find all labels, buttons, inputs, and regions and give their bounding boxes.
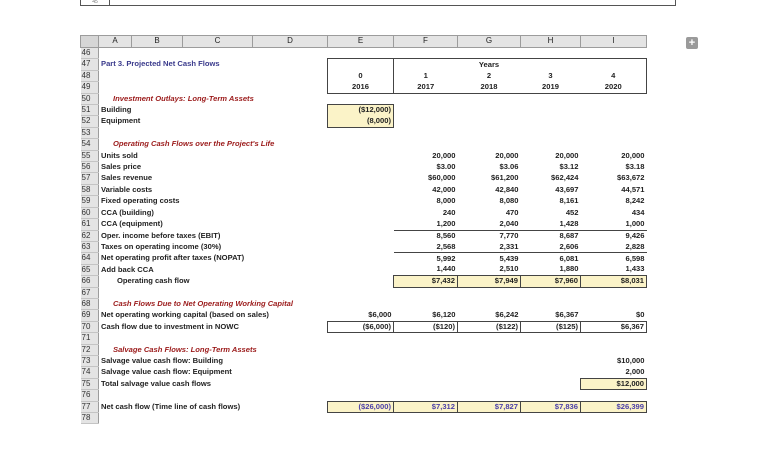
period-0[interactable]: 0	[328, 70, 394, 81]
sales-price-value[interactable]: $3.12	[559, 162, 579, 172]
fixed-costs-label[interactable]: Fixed operating costs	[101, 196, 180, 206]
nowc-cf-label[interactable]: Cash flow due to investment in NOWC	[101, 321, 239, 331]
row-header-65[interactable]: 65	[81, 264, 99, 275]
taxes-value[interactable]: 2,828	[581, 241, 647, 252]
units-sold-value[interactable]: 20,000	[621, 150, 645, 160]
nowc-value[interactable]: $6,367	[555, 310, 579, 320]
row-75	[81, 378, 647, 389]
fixed-costs-value[interactable]: 8,161	[559, 196, 579, 206]
salvage-building-label[interactable]: Salvage value cash flow: Building	[101, 355, 223, 365]
period-4[interactable]: 4	[581, 70, 647, 81]
row-70	[81, 321, 647, 332]
row-47	[81, 59, 647, 70]
operating-cf-value[interactable]: $8,031	[581, 276, 647, 287]
row-78	[81, 413, 647, 424]
cca-building-value[interactable]: 470	[505, 207, 519, 217]
fixed-costs-value[interactable]: 8,080	[499, 196, 519, 206]
nowc-section-title[interactable]: Cash Flows Due to Net Operating Working Capital	[113, 298, 294, 308]
operating-section-title[interactable]: Operating Cash Flows over the Project's Life	[113, 139, 275, 149]
nowc-value[interactable]: $6,000	[368, 310, 392, 320]
row-header-75[interactable]: 75	[81, 378, 99, 389]
row-62	[81, 230, 647, 241]
period-3[interactable]: 3	[548, 70, 553, 80]
empty-cell[interactable]	[99, 82, 328, 93]
years-label[interactable]: Years	[458, 59, 521, 70]
ebit-value[interactable]: 9,426	[625, 230, 645, 240]
sales-revenue-value[interactable]: $60,000	[428, 173, 456, 183]
cell-i47[interactable]	[581, 59, 647, 70]
row-header-60[interactable]: 60	[81, 207, 99, 218]
column-header-g[interactable]: G	[458, 36, 521, 48]
row-57	[81, 173, 647, 184]
cca-equipment-value[interactable]: 1,200	[394, 219, 458, 230]
row-54	[81, 139, 647, 150]
row-46	[81, 48, 647, 59]
ebit-value[interactable]: 8,560	[436, 230, 456, 240]
sales-price-value[interactable]: $3.00	[436, 162, 456, 172]
year-2020[interactable]: 2020	[581, 82, 647, 93]
row-65	[81, 264, 647, 275]
net-cash-flow-value[interactable]: $26,399	[581, 401, 647, 412]
row-header-59[interactable]: 59	[81, 196, 99, 207]
column-header-b[interactable]: B	[132, 36, 183, 48]
sales-revenue-value[interactable]: $61,200	[491, 173, 519, 183]
column-header-c[interactable]: C	[183, 36, 253, 48]
row-header-76[interactable]: 76	[81, 390, 99, 401]
row-header-58[interactable]: 58	[81, 184, 99, 195]
nowc-label[interactable]: Net operating working capital (based on sales)	[101, 310, 269, 320]
empty-cell[interactable]	[99, 70, 328, 81]
investment-section-title[interactable]: Investment Outlays: Long-Term Assets	[113, 93, 254, 103]
row-77	[81, 401, 647, 412]
nopat-value[interactable]: 6,081	[559, 253, 579, 263]
add-back-cca-label[interactable]: Add back CCA	[101, 264, 154, 274]
row-header-50[interactable]: 50	[81, 93, 99, 104]
empty-cell[interactable]	[99, 413, 647, 424]
sales-revenue-label[interactable]: Sales revenue	[101, 173, 153, 183]
row-67	[81, 287, 647, 298]
nowc-cf-value[interactable]: ($120)	[394, 321, 458, 332]
nopat-label[interactable]: Net operating profit after taxes (NOPAT)	[101, 253, 245, 263]
salvage-total-label[interactable]: Total salvage value cash flows	[101, 378, 212, 388]
operating-cf-value[interactable]: $7,960	[521, 276, 581, 287]
row-50	[81, 93, 647, 104]
row-header-62[interactable]: 62	[81, 230, 99, 241]
nowc-cf-value[interactable]: ($6,000)	[328, 321, 394, 332]
row-header-66[interactable]: 66	[81, 276, 99, 287]
ebit-value[interactable]: 7,770	[499, 230, 519, 240]
operating-cf-value[interactable]: $7,949	[458, 276, 521, 287]
net-cash-flow-value[interactable]: $7,836	[521, 401, 581, 412]
row-48	[81, 70, 647, 81]
cell-f47[interactable]	[394, 59, 458, 70]
cca-building-value[interactable]: 240	[442, 207, 456, 217]
sales-price-value[interactable]: $3.06	[499, 162, 519, 172]
row-header-61[interactable]: 61	[81, 219, 99, 230]
building-outlay[interactable]: ($12,000)	[328, 105, 394, 116]
row-header-74[interactable]: 74	[81, 367, 99, 378]
row-56	[81, 162, 647, 173]
row-72	[81, 344, 647, 355]
column-header-f[interactable]: F	[394, 36, 458, 48]
fixed-costs-value[interactable]: 8,000	[436, 196, 456, 206]
add-back-cca-value[interactable]: 1,440	[394, 264, 458, 275]
year-2019[interactable]: 2019	[521, 82, 581, 93]
sales-revenue-value[interactable]: $62,424	[551, 173, 579, 183]
empty-cell[interactable]	[99, 48, 647, 59]
row-header-67[interactable]: 67	[81, 287, 99, 298]
cca-equipment-value[interactable]: 2,040	[458, 219, 521, 230]
row-header-56[interactable]: 56	[81, 162, 99, 173]
equipment-outlay[interactable]: (8,000)	[328, 116, 394, 127]
previous-rows-strip	[80, 0, 676, 6]
empty-cell[interactable]	[394, 105, 647, 116]
units-sold-value[interactable]: 20,000	[555, 150, 579, 160]
net-cash-flow-value[interactable]: $7,312	[394, 401, 458, 412]
row-header-68[interactable]: 68	[81, 298, 99, 309]
select-all-corner[interactable]	[81, 36, 99, 48]
taxes-label[interactable]: Taxes on operating income (30%)	[101, 241, 222, 251]
fixed-costs-value[interactable]: 8,242	[625, 196, 645, 206]
column-header-d[interactable]: D	[253, 36, 328, 48]
row-60	[81, 207, 647, 218]
column-header-a[interactable]: A	[99, 36, 132, 48]
add-icon[interactable]: +	[686, 37, 698, 49]
row-66	[81, 276, 647, 287]
empty-cell[interactable]	[99, 333, 647, 344]
cell-e47[interactable]	[328, 59, 394, 70]
row-74	[81, 367, 647, 378]
nopat-value[interactable]: 5,439	[499, 253, 519, 263]
row-58	[81, 184, 647, 195]
nowc-cf-value[interactable]: ($122)	[458, 321, 521, 332]
period-1[interactable]: 1	[423, 70, 428, 80]
row-68	[81, 298, 647, 309]
net-cash-flow-value[interactable]: $7,827	[458, 401, 521, 412]
row-73	[81, 355, 647, 366]
row-header-47[interactable]: 47	[81, 59, 99, 70]
cca-equipment-value[interactable]: 1,428	[521, 219, 581, 230]
taxes-value[interactable]: 2,331	[458, 241, 521, 252]
empty-cell[interactable]	[99, 287, 647, 298]
add-back-cca-value[interactable]: 1,880	[521, 264, 581, 275]
row-header-70[interactable]: 70	[81, 321, 99, 332]
row-49	[81, 82, 647, 93]
year-2017[interactable]: 2017	[394, 82, 458, 93]
row-header-54[interactable]: 54	[81, 139, 99, 150]
net-cash-flow-value[interactable]: ($26,000)	[328, 401, 394, 412]
units-sold-value[interactable]: 20,000	[495, 150, 519, 160]
cca-building-value[interactable]: 452	[565, 207, 579, 217]
salvage-total-value[interactable]: $12,000	[581, 378, 647, 389]
spreadsheet-grid	[80, 35, 647, 424]
column-header-i[interactable]: I	[581, 36, 647, 48]
column-header-e[interactable]: E	[328, 36, 394, 48]
nowc-value[interactable]: $0	[636, 310, 645, 320]
row-header-49[interactable]: 49	[81, 82, 99, 93]
row-header-45: 45	[81, 0, 110, 5]
sales-price-label[interactable]: Sales price	[101, 162, 142, 172]
salvage-equipment-label[interactable]: Salvage value cash flow: Equipment	[101, 367, 232, 377]
row-header-48[interactable]: 48	[81, 70, 99, 81]
row-header-55[interactable]: 55	[81, 150, 99, 161]
nowc-value[interactable]: $6,242	[495, 310, 519, 320]
variable-costs-label[interactable]: Variable costs	[101, 184, 153, 194]
nowc-cf-value[interactable]: $6,367	[581, 321, 647, 332]
row-header-69[interactable]: 69	[81, 310, 99, 321]
row-header-71[interactable]: 71	[81, 333, 99, 344]
ebit-value[interactable]: 8,687	[559, 230, 579, 240]
taxes-value[interactable]: 2,606	[521, 241, 581, 252]
equipment-label[interactable]: Equipment	[101, 116, 141, 126]
building-label[interactable]: Building	[101, 105, 132, 115]
salvage-section-title[interactable]: Salvage Cash Flows: Long-Term Assets	[113, 344, 257, 354]
nopat-value[interactable]: 5,992	[436, 253, 456, 263]
part3-title[interactable]: Part 3. Projected Net Cash Flows	[101, 59, 220, 69]
column-header-row	[81, 36, 647, 48]
row-59	[81, 196, 647, 207]
row-header-53[interactable]: 53	[81, 127, 99, 138]
row-63	[81, 241, 647, 252]
empty-cell[interactable]	[394, 116, 647, 127]
row-header-78[interactable]: 78	[81, 413, 99, 424]
nowc-value[interactable]: $6,120	[432, 310, 456, 320]
row-52	[81, 116, 647, 127]
cca-equipment-value[interactable]: 1,000	[581, 219, 647, 230]
row-61	[81, 219, 647, 230]
column-header-h[interactable]: H	[521, 36, 581, 48]
row-69	[81, 310, 647, 321]
row-55	[81, 150, 647, 161]
year-2016[interactable]: 2016	[328, 82, 394, 93]
cell-h47[interactable]	[521, 59, 581, 70]
net-cash-flow-label[interactable]: Net cash flow (Time line of cash flows)	[101, 401, 241, 411]
row-76	[81, 390, 647, 401]
variable-costs-value[interactable]: 43,697	[555, 184, 579, 194]
cca-equipment-label[interactable]: CCA (equipment)	[101, 219, 163, 229]
row-header-63[interactable]: 63	[81, 241, 99, 252]
row-header-46[interactable]: 46	[81, 48, 99, 59]
row-53	[81, 127, 647, 138]
row-header-57[interactable]: 57	[81, 173, 99, 184]
row-header-51[interactable]: 51	[81, 105, 99, 116]
empty-cell[interactable]	[99, 390, 647, 401]
sales-revenue-value[interactable]: $63,672	[617, 173, 645, 183]
row-51	[81, 105, 647, 116]
ebit-label[interactable]: Oper. income before taxes (EBIT)	[101, 230, 221, 240]
variable-costs-value[interactable]: 42,840	[495, 184, 519, 194]
operating-cf-label[interactable]: Operating cash flow	[117, 276, 190, 286]
row-header-77[interactable]: 77	[81, 401, 99, 412]
add-back-cca-value[interactable]: 2,510	[458, 264, 521, 275]
salvage-building-value[interactable]: $10,000	[617, 355, 645, 365]
period-2[interactable]: 2	[486, 70, 492, 80]
empty-cell[interactable]	[99, 127, 647, 138]
row-64	[81, 253, 647, 264]
variable-costs-value[interactable]: 44,571	[621, 184, 645, 194]
cca-building-value[interactable]: 434	[631, 207, 645, 217]
row-71	[81, 333, 647, 344]
variable-costs-value[interactable]: 42,000	[432, 184, 456, 194]
salvage-equipment-value[interactable]: 2,000	[625, 367, 645, 377]
row-header-52[interactable]: 52	[81, 116, 99, 127]
units-sold-value[interactable]: 20,000	[432, 150, 456, 160]
taxes-value[interactable]: 2,568	[394, 241, 458, 252]
row-header-64[interactable]: 64	[81, 253, 99, 264]
nowc-cf-value[interactable]: ($125)	[521, 321, 581, 332]
cca-building-label[interactable]: CCA (building)	[101, 207, 154, 217]
operating-cf-value[interactable]: $7,432	[394, 276, 458, 287]
sales-price-value[interactable]: $3.18	[625, 162, 645, 172]
units-sold-label[interactable]: Units sold	[101, 150, 138, 160]
row-header-72[interactable]: 72	[81, 344, 99, 355]
year-2018[interactable]: 2018	[458, 82, 521, 93]
row-header-73[interactable]: 73	[81, 355, 99, 366]
nopat-value[interactable]: 6,598	[625, 253, 645, 263]
add-back-cca-value[interactable]: 1,433	[581, 264, 647, 275]
